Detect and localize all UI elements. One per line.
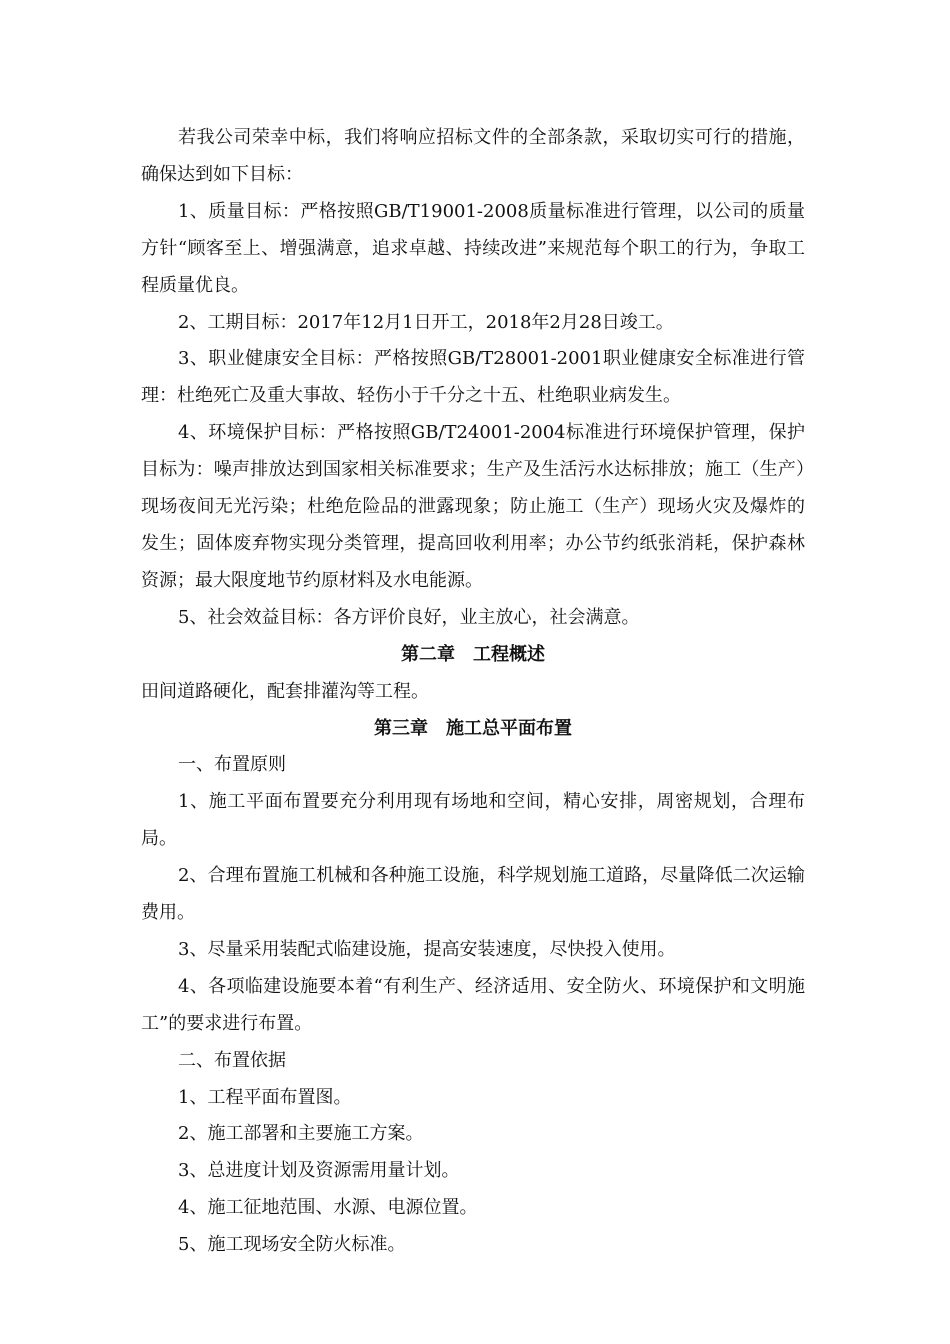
- basis-2: 2、施工部署和主要施工方案。: [178, 1123, 424, 1145]
- intro-paragraph: 若我公司荣幸中标，我们将响应招标文件的全部条款，采取切实可行的措施，确保达到如下目标：: [141, 127, 805, 185]
- chapter2-text: 田间道路硬化，配套排灌沟等工程。: [141, 680, 429, 702]
- goal-schedule: 2、工期目标：2017年12月1日开工，2018年2月28日竣工。: [178, 311, 674, 333]
- document-page: [141, 120, 805, 1264]
- basis-3: 3、总进度计划及资源需用量计划。: [178, 1160, 460, 1182]
- basis-5: 5、施工现场安全防火标准。: [178, 1234, 406, 1256]
- basis-1: 1、工程平面布置图。: [178, 1086, 352, 1108]
- goal-social: 5、社会效益目标：各方评价良好，业主放心，社会满意。: [178, 606, 640, 628]
- principle-3: 3、尽量采用装配式临建设施，提高安装速度，尽快投入使用。: [178, 938, 676, 960]
- principle-4: 4、各项临建设施要本着“有利生产、经济适用、安全防火、环境保护和文明施工”的要求进行布置。: [141, 975, 805, 1034]
- chapter2-heading: 第二章 工程概述: [401, 643, 545, 665]
- chapter3-heading: 第三章 施工总平面布置: [374, 717, 572, 739]
- goal-safety: 3、职业健康安全目标：严格按照GB/T28001-2001职业健康安全标准进行管理：杜绝死亡及重大事故、轻伤小于千分之十五、杜绝职业病发生。: [141, 348, 805, 407]
- principle-2: 2、合理布置施工机械和各种施工设施，科学规划施工道路，尽量降低二次运输费用。: [141, 865, 805, 924]
- section2-heading: 二、布置依据: [178, 1049, 286, 1071]
- basis-4: 4、施工征地范围、水源、电源位置。: [178, 1197, 478, 1219]
- goal-quality: 1、质量目标：严格按照GB/T19001-2008质量标准进行管理，以公司的质量方针“顾客至上、增强满意，追求卓越、持续改进”来规范每个职工的行为，争取工程质量优良。: [141, 200, 805, 296]
- section1-heading: 一、布置原则: [178, 754, 286, 776]
- principle-1: 1、施工平面布置要充分利用现有场地和空间，精心安排，周密规划，合理布局。: [141, 791, 805, 850]
- goal-environment: 4、环境保护目标：严格按照GB/T24001-2004标准进行环境保护管理，保护目标为：噪声排放达到国家相关标准要求；生产及生活污水达标排放；施工（生产）现场夜间无光污染；杜绝危险品的泄露现象；防止施工（生产）现场火灾及爆炸的发生；固体废弃物实现分类管理，提高回收利用率；办公节约纸张消耗，保护森林资源；最大限度地节约原材料及水电能源。: [141, 422, 805, 591]
